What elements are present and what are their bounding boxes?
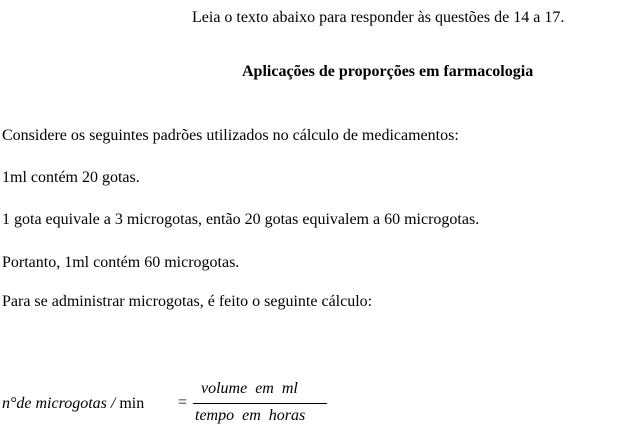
section-title: Aplicações de proporções em farmacologia: [242, 63, 534, 80]
formula-denominator: tempo em horas: [195, 407, 306, 424]
formula-left-side: [2, 395, 144, 413]
formula-lhs-text: n°de microgotas /: [2, 395, 116, 412]
paragraph-standards: Considere os seguintes padrões utilizados no cálculo de medicamentos:: [2, 127, 459, 144]
fraction-bar: [193, 403, 327, 404]
paragraph-ml-microdrops: Portanto, 1ml contém 60 microgotas.: [2, 254, 240, 271]
formula-unit: min: [119, 395, 145, 412]
formula-numerator: volume em ml: [201, 380, 298, 397]
paragraph-drop-microdrops: 1 gota equivale a 3 microgotas, então 20 gotas equivalem a 60 microgotas.: [2, 211, 480, 228]
formula-equals-sign: =: [178, 394, 188, 411]
intro-instruction: Leia o texto abaixo para responder às questões de 14 a 17.: [192, 9, 565, 26]
paragraph-calculation-intro: Para se administrar microgotas, é feito o seguinte cálculo:: [2, 293, 373, 310]
paragraph-ml-drops: 1ml contém 20 gotas.: [2, 169, 140, 186]
microdrops-formula: [2, 378, 342, 430]
